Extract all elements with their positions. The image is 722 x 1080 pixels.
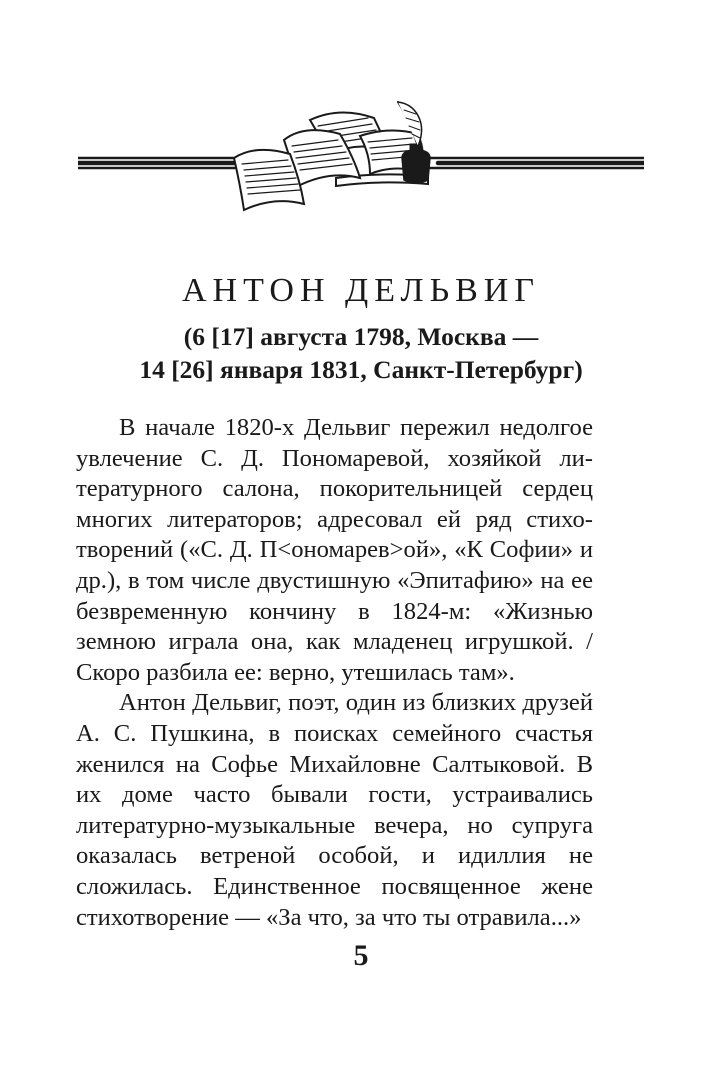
life-dates-line-2: 14 [26] января 1831, Санкт-Петербург) bbox=[139, 355, 583, 384]
page-number: 5 bbox=[353, 939, 369, 972]
paragraph-2: Антон Дельвиг, поэт, один из близких друзей А. С. Пушкина, в поисках семейного счастья женился на Софье Михайловне Салтыковой. В их доме часто бывали гости, устраивались литературно-музыкальные вечера, но супруга оказалась ветреной особой, и идиллия не сложилась. Единственное посвященное жене стихотворение — «За что, за что ты отравила...» bbox=[76, 689, 593, 931]
author-name: АНТОН ДЕЛЬВИГ bbox=[181, 272, 541, 309]
life-dates bbox=[0, 320, 722, 386]
paragraph-1: В начале 1820-х Дельвиг пережил недолгое увлечение С. Д. Пономаревой, хозяйкой литературного салона, покорительницей сердец многих литераторов; адресовал ей ряд стихотворений («С. Д. П<ономарев>ой», «К Софии» и др.), в том числе двустишную «Эпитафию» на ее безвременную кончину в 1824-м: «Жизнью земною играла она, как младенец игрушкой. / Скоро разбила ее: верно, утешилась там». bbox=[76, 414, 593, 686]
papers-quill-inkwell-icon bbox=[78, 96, 644, 212]
body-text bbox=[76, 413, 593, 933]
life-dates-line-1: (6 [17] августа 1798, Москва — bbox=[183, 322, 539, 351]
